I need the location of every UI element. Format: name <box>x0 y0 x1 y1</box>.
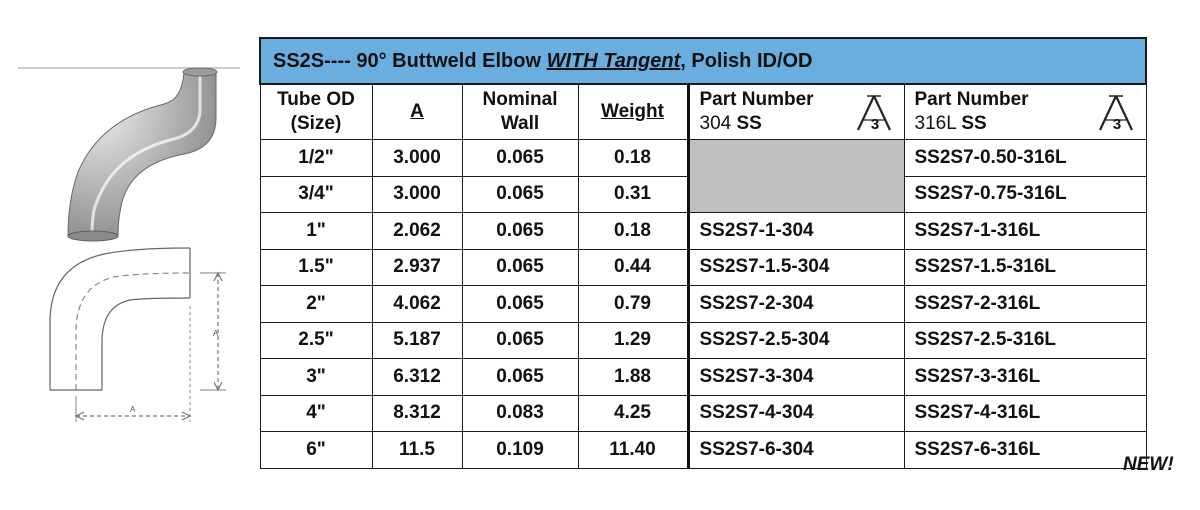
table-row <box>260 395 1146 432</box>
nominal-label: Nominal <box>482 89 558 110</box>
tube-od-label: Tube OD <box>277 89 355 110</box>
table-title-row <box>260 38 1146 84</box>
cell-pn-304-unavailable <box>688 140 904 213</box>
cell-weight: 11.40 <box>578 432 688 469</box>
svg-text:3: 3 <box>870 116 879 132</box>
cell-pn-304: SS2S7-4-304 <box>688 395 904 432</box>
cell-weight: 4.25 <box>578 395 688 432</box>
cell-size: 3" <box>260 359 372 396</box>
cell-pn-304: SS2S7-2.5-304 <box>688 322 904 359</box>
cell-pn-304: SS2S7-2-304 <box>688 286 904 323</box>
cell-pn-304: SS2S7-3-304 <box>688 359 904 396</box>
column-header-row <box>260 84 1146 140</box>
cell-weight: 1.29 <box>578 322 688 359</box>
elbow-photo <box>68 68 217 241</box>
cell-size: 3/4" <box>260 176 372 213</box>
cell-size: 6" <box>260 432 372 469</box>
pn-316-ss: SS <box>961 113 987 134</box>
cell-pn-316: SS2S7-1.5-316L <box>904 249 1146 286</box>
cell-a: 6.312 <box>372 359 462 396</box>
cell-a: 3.000 <box>372 176 462 213</box>
cell-wall: 0.065 <box>462 286 578 323</box>
cell-wall: 0.083 <box>462 395 578 432</box>
cell-weight: 0.31 <box>578 176 688 213</box>
cell-pn-316: SS2S7-2.5-316L <box>904 322 1146 359</box>
cell-wall: 0.109 <box>462 432 578 469</box>
col-pn-316 <box>904 84 1146 140</box>
3a-sanitary-logo-icon <box>1096 94 1136 132</box>
cell-a: 2.062 <box>372 213 462 250</box>
cell-pn-304: SS2S7-1.5-304 <box>688 249 904 286</box>
elbow-graphics <box>14 60 244 430</box>
cell-wall: 0.065 <box>462 249 578 286</box>
cell-a: 8.312 <box>372 395 462 432</box>
cell-weight: 0.18 <box>578 140 688 177</box>
new-badge: NEW! <box>1123 454 1174 475</box>
cell-pn-316: SS2S7-6-316L <box>904 432 1146 469</box>
cell-wall: 0.065 <box>462 359 578 396</box>
cell-a: 3.000 <box>372 140 462 177</box>
cell-a: 2.937 <box>372 249 462 286</box>
elbow-spec-table <box>259 37 1147 469</box>
table-row <box>260 322 1146 359</box>
pn-304-ss: SS <box>736 113 762 134</box>
cell-pn-316: SS2S7-0.75-316L <box>904 176 1146 213</box>
pn-304-grade: 304 <box>699 113 737 134</box>
cell-pn-304: SS2S7-6-304 <box>688 432 904 469</box>
cell-pn-316: SS2S7-1-316L <box>904 213 1146 250</box>
col-a <box>372 84 462 140</box>
cell-pn-304: SS2S7-1-304 <box>688 213 904 250</box>
cell-a: 11.5 <box>372 432 462 469</box>
table-row <box>260 359 1146 396</box>
cell-size: 1/2" <box>260 140 372 177</box>
cell-weight: 0.79 <box>578 286 688 323</box>
elbow-illustrations <box>14 60 244 430</box>
col-weight <box>578 84 688 140</box>
cell-size: 2.5" <box>260 322 372 359</box>
cell-weight: 0.44 <box>578 249 688 286</box>
table-row <box>260 249 1146 286</box>
cell-wall: 0.065 <box>462 213 578 250</box>
title-suffix: , Polish ID/OD <box>680 49 813 72</box>
cell-size: 2" <box>260 286 372 323</box>
cell-wall: 0.065 <box>462 322 578 359</box>
col-tube-od <box>260 84 372 140</box>
col-nominal-wall <box>462 84 578 140</box>
title-emphasis: WITH Tangent <box>546 49 681 72</box>
dim-label-vertical: A <box>213 329 219 338</box>
weight-label: Weight <box>601 101 664 122</box>
table-row <box>260 213 1146 250</box>
cell-pn-316: SS2S7-4-316L <box>904 395 1146 432</box>
cell-pn-316: SS2S7-0.50-316L <box>904 140 1146 177</box>
table-row <box>260 286 1146 323</box>
table-title <box>260 38 1146 84</box>
dim-label-horizontal: A <box>130 405 136 414</box>
pn-316-grade: 316L <box>914 113 962 134</box>
pn-316-label: Part Number <box>914 89 1029 110</box>
cell-a: 5.187 <box>372 322 462 359</box>
cell-wall: 0.065 <box>462 176 578 213</box>
cell-a: 4.062 <box>372 286 462 323</box>
a-label: A <box>410 101 424 122</box>
cell-weight: 1.88 <box>578 359 688 396</box>
title-prefix: SS2S---- 90° Buttweld Elbow <box>273 49 547 72</box>
table-row <box>260 432 1146 469</box>
cell-size: 1" <box>260 213 372 250</box>
cell-size: 1.5" <box>260 249 372 286</box>
cell-size: 4" <box>260 395 372 432</box>
cell-pn-316: SS2S7-2-316L <box>904 286 1146 323</box>
cell-pn-316: SS2S7-3-316L <box>904 359 1146 396</box>
table-row <box>260 140 1146 177</box>
wall-label: Wall <box>500 113 540 134</box>
3a-sanitary-logo-icon <box>854 94 894 132</box>
col-pn-304 <box>688 84 904 140</box>
cell-weight: 0.18 <box>578 213 688 250</box>
svg-text:3: 3 <box>1112 116 1121 132</box>
cell-wall: 0.065 <box>462 140 578 177</box>
tube-od-size-label: (Size) <box>290 113 342 134</box>
pn-304-label: Part Number <box>699 89 814 110</box>
elbow-drawing <box>50 248 226 422</box>
